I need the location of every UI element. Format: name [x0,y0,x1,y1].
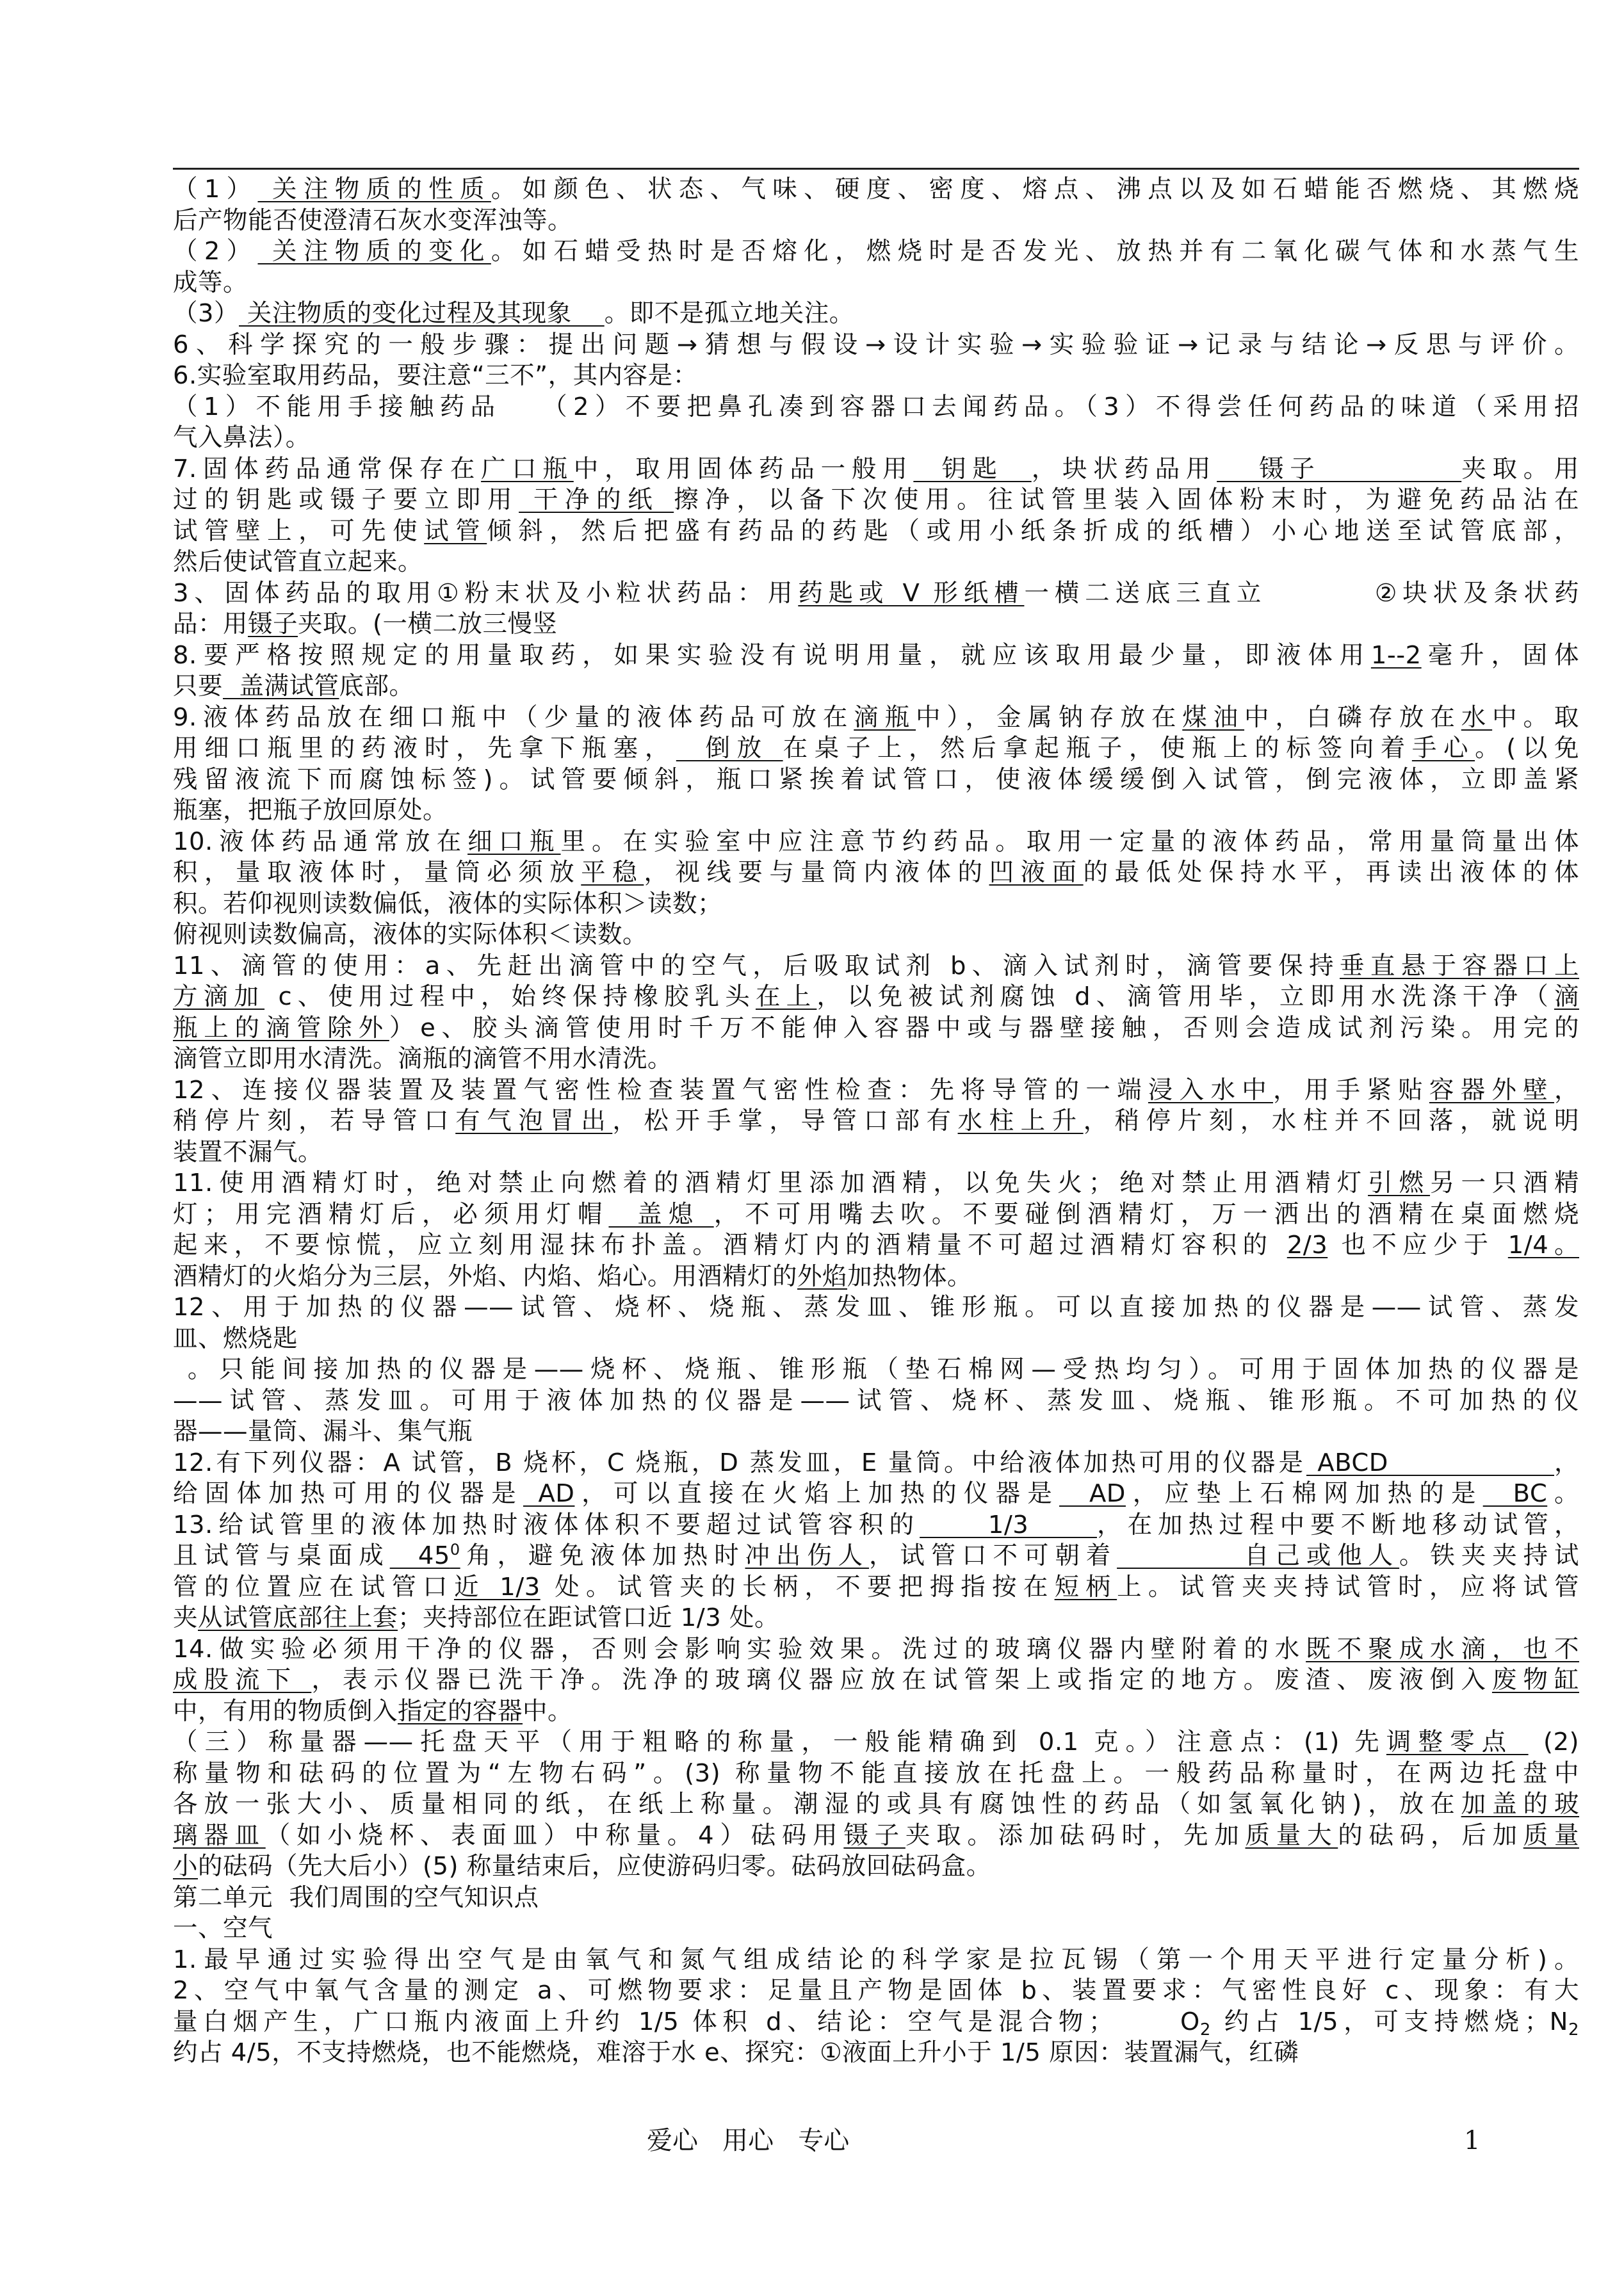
text-line: 灯；用完酒精灯后，必须用灯帽 盖熄 ，不可用嘴去吹。不要碰倒酒精灯，万一洒出的酒精在桌面燃烧 [173,1199,1579,1229]
text-line: 13.给试管里的液体加热时液体体积不要超过试管容积的 1/3 ，在加热过程中要不断地移动试管， [173,1510,1579,1539]
underlined-answer: 干净的纸 [519,485,674,514]
underlined-answer: 关注物质的变化 [257,237,491,266]
underlined-answer: 成股流下 [173,1666,312,1694]
underlined-answer: 滴瓶 [854,702,916,732]
text-line: 品：用镊子夹取。(一横二放三慢竖 [173,610,558,638]
underlined-answer: 药匙或 V 形纸槽 [798,578,1025,608]
header-rule [173,168,1579,170]
underlined-answer: 盖熄 [608,1199,714,1229]
text-line: 8.要严格按照规定的用量取药，如果实验没有说明用量，就应该取用最少量，即液体用1--2毫升，固体 [173,640,1579,670]
underlined-answer: 水柱上升 [957,1107,1084,1135]
underlined-answer: 既不聚成水滴，也不 [1306,1634,1579,1664]
text-line: 酒精灯的火焰分为三层，外焰、内焰、焰心。用酒精灯的外焰加热物体。 [173,1261,973,1291]
underlined-answer: ABCD [1306,1448,1554,1477]
text-line: 各放一张大小、质量相同的纸，在纸上称量。潮湿的或具有腐蚀性的药品（如氢氧化钠)，放在加盖的玻 [173,1790,1579,1819]
underlined-answer: 垂直悬于容器口上 [1340,951,1579,980]
text-line: 皿、燃烧匙 [173,1324,298,1353]
underlined-answer: 滴 [1554,982,1579,1011]
text-line: 1.最早通过实验得出空气是由氧气和氮气组成结论的科学家是拉瓦锡（第一个用天平进行定量分析)。 [173,1945,1579,1974]
text-line: 管的位置应在试管口近 1/3 处。试管夹的长柄，不要把拇指按在短柄上。试管夹夹持试管时，应将试管 [173,1572,1579,1602]
text-line: （1）不能用手接触药品 （2）不要把鼻孔凑到容器口去闻药品。（3）不得尝任何药品的味道（采用招 [173,392,1579,421]
text-line: 第二单元 我们周围的空气知识点 [173,1883,539,1912]
text-line: 试管壁上，可先使试管倾斜，然后把盛有药品的药匙（或用小纸条折成的纸槽）小心地送至试管底部， [173,516,1579,546]
underlined-answer: 瓶上的滴管除外 [173,1013,389,1042]
text-line: 滴管立即用水清洗。滴瓶的滴管不用水清洗。 [173,1044,673,1073]
underlined-answer: 调整零点 [1386,1728,1529,1756]
underlined-answer: $45^0$ [389,1541,460,1570]
underlined-answer: AD [1059,1479,1126,1508]
text-line: 12、用于加热的仪器——试管、烧杯、烧瓶、蒸发皿、锥形瓶。可以直接加热的仪器是——试管、蒸发 [173,1293,1579,1322]
document-body [173,174,1579,2069]
text-line: 14.做实验必须用干净的仪器，否则会影响实验效果。洗过的玻璃仪器内壁附着的水既不聚成水滴，也不 [173,1634,1579,1664]
text-line: 6.实验室取用药品，要注意“三不”，其内容是： [173,361,698,390]
underlined-answer: 小 [173,1852,199,1881]
text-line: 6、科学探究的一般步骤：提出问题→猜想与假设→设计实验→实验验证→记录与结论→反思与评价。 [173,330,1579,359]
underlined-answer: 镊子 [1217,454,1462,483]
text-line: 3、固体药品的取用①粉末状及小粒状药品：用药匙或 V 形纸槽一横二送底三直立 ②块状及条状药 [173,578,1580,608]
text-line: 装置不漏气。 [173,1137,323,1167]
underlined-answer: 2/3 [1287,1231,1328,1260]
page-number: 1 [1464,2126,1481,2155]
underlined-answer: 冲出伤人 [745,1541,870,1570]
text-line: 成等。 [173,268,248,297]
underlined-answer: 质量大 [1245,1821,1338,1850]
text-line: 2、空气中氧气含量的测定 a、可燃物要求：足量且产物是固体 b、装置要求：气密性良好 c、现象：有大 [173,1976,1579,2005]
text-line: 只要 盖满试管底部。 [173,672,414,701]
underlined-answer: 外焰 [797,1261,848,1291]
text-line: 气入鼻法）。 [173,423,311,452]
text-line: 方滴加 c、使用过程中，始终保持橡胶乳头在上，以免被试剂腐蚀 d、滴管用毕，立即用水洗涤干净（滴 [173,982,1579,1011]
text-line: 残留液流下而腐蚀标签)。试管要倾斜，瓶口紧挨着试管口，使液体缓缓倒入试管，倒完液体，立即盖紧 [173,765,1579,794]
text-line: 璃器皿（如小烧杯、表面皿）中称量。4）砝码用镊子夹取。添加砝码时，先加质量大的砝码，后加质量 [173,1821,1579,1850]
text-line: 后产物能否使澄清石灰水变浑浊等。 [173,206,573,235]
underlined-answer: 在上 [755,982,817,1011]
underlined-answer: 镊子 [248,610,298,638]
underlined-answer: 1--2 [1370,640,1422,670]
text-line: 12.有下列仪器：A 试管，B 烧杯，C 烧瓶，D 蒸发皿，E 量筒。中给液体加热可用的仪器是 ABCD ， [173,1448,1579,1477]
underlined-answer: 凹液面 [989,858,1084,887]
underlined-answer: 自己或他人 [1117,1541,1400,1570]
underlined-answer: 废物缸 [1491,1666,1579,1694]
text-line: 起来，不要惊慌，应立刻用湿抹布扑盖。酒精灯内的酒精量不可超过酒精灯容积的 2/3 也不应少于 1/4。 [173,1231,1579,1260]
underlined-answer: AD [523,1479,575,1508]
text-line: 且试管与桌面成 $45^0$角，避免液体加热时冲出伤人，试管口不可朝着 自己或他人。铁夹夹持试 [173,1541,1579,1570]
text-line: 夹从试管底部往上套；夹持部位在距试管口近 1/3 处。 [173,1603,779,1632]
text-line: 量白烟产生，广口瓶内液面上升约 1/5 体积 d、结论：空气是混合物； $O_2$ 约占 1/5，可支持燃烧；$N_2$ [173,2007,1579,2040]
text-line: ——试管、蒸发皿。可用于液体加热的仪器是——试管、烧杯、蒸发皿、烧瓶、锥形瓶。不可加热的仪 [173,1386,1579,1415]
underlined-answer: BC [1482,1479,1548,1508]
underlined-answer: 细口瓶 [467,827,561,856]
text-line: 瓶塞，把瓶子放回原处。 [173,796,448,825]
underlined-answer: 平稳 [581,858,644,887]
underlined-answer: 浸入水中 [1148,1075,1273,1105]
text-line: 小的砝码（先大后小）(5) 称量结束后，应使游码归零。砝码放回砝码盒。 [173,1852,991,1881]
text-line: 给固体加热可用的仪器是 AD，可以直接在火焰上加热的仪器是 AD，应垫上石棉网加热的是 BC。 [173,1479,1579,1508]
underlined-answer: 质量 [1523,1821,1579,1850]
text-line: 12、连接仪器装置及装置气密性检查装置气密性检查：先将导管的一端浸入水中，用手紧贴容器外壁， [173,1075,1579,1105]
underlined-answer: 水 [1461,702,1493,732]
text-line: 用细口瓶里的药液时，先拿下瓶塞， 倒放 在桌子上，然后拿起瓶子，使瓶上的标签向着手心。(以免 [173,734,1579,763]
underlined-answer: 1/4。 [1507,1231,1579,1260]
text-line: 俯视则读数偏高，液体的实际体积＜读数。 [173,920,648,949]
underlined-answer: 1/3 [920,1510,1097,1539]
text-line: 成股流下 ，表示仪器已洗干净。洗净的玻璃仪器应放在试管架上或指定的地方。废渣、废液倒入废物缸 [173,1666,1579,1694]
text-line: 然后使试管直立起来。 [173,547,423,576]
underlined-answer: 有气泡冒出 [455,1107,613,1135]
text-line: 7.固体药品通常保存在广口瓶中，取用固体药品一般用 钥匙 ，块状药品用 镊子 夹取。用 [173,454,1579,483]
text-line: 中，有用的物质倒入指定的容器中。 [173,1696,573,1726]
underlined-answer: 近 1/3 [453,1572,540,1602]
underlined-answer: 璃器皿 [173,1821,266,1850]
text-line: 器——量筒、漏斗、集气瓶 [173,1417,473,1446]
underlined-answer: 关注物质的性质 [257,175,491,204]
text-line: 过的钥匙或镊子要立即用 干净的纸 擦净，以备下次使用。往试管里装入固体粉末时，为避免药品沾在 [173,485,1579,514]
text-line: 稍停片刻，若导管口有气泡冒出，松开手掌，导管口部有水柱上升，稍停片刻，水柱并不回落，就说明 [173,1107,1579,1135]
text-line: （2） 关注物质的变化。如石蜡受热时是否熔化，燃烧时是否发光、放热并有二氧化碳气体和水蒸气生 [173,237,1579,266]
text-line: 。只能间接加热的仪器是——烧杯、烧瓶、锥形瓶（垫石棉网—受热均匀）。可用于固体加热的仪器是 [173,1355,1579,1384]
text-line: 11.使用酒精灯时，绝对禁止向燃着的酒精灯里添加酒精，以免失火；绝对禁止用酒精灯引燃另一只酒精 [173,1169,1579,1197]
underlined-answer: 指定的容器 [398,1696,523,1726]
underlined-answer: 加盖的玻 [1461,1790,1579,1819]
underlined-answer: 容器外壁 [1429,1075,1554,1105]
text-line: （1） 关注物质的性质。如颜色、状态、气味、硬度、密度、熔点、沸点以及如石蜡能否燃烧、其燃烧 [173,175,1579,204]
text-line: 11、滴管的使用：a、先赶出滴管中的空气，后吸取试剂 b、滴入试剂时，滴管要保持垂直悬于容器口上 [173,951,1579,980]
text-line: 一、空气 [173,1914,273,1943]
text-line: （三）称量器——托盘天平（用于粗略的称量，一般能精确到 0.1 克。）注意点：(1) 先调整零点 (2) [173,1728,1579,1756]
text-line: 积。若仰视则读数偏低，液体的实际体积＞读数； [173,889,723,918]
underlined-answer: 煤油 [1182,702,1245,732]
underlined-answer: 镊子 [843,1821,905,1850]
text-line: 约占 4/5，不支持燃烧，也不能燃烧，难溶于水 e、探究：①液面上升小于 1/5 原因：装置漏气，红磷 [173,2038,1299,2067]
underlined-answer: 引燃 [1368,1169,1431,1197]
text-line: 9.液体药品放在细口瓶中（少量的液体药品可放在滴瓶中），金属钠存放在煤油中，白磷存放在水中。取 [173,702,1579,732]
text-line: （3） 关注物质的变化过程及其现象 。即不是孤立地关注。 [173,299,854,328]
underlined-answer: 盖满试管 [223,672,339,701]
underlined-answer: 手心 [1411,734,1475,763]
text-line: 称量物和砝码的位置为“左物右码”。(3) 称量物不能直接放在托盘上。一般药品称量时，在两边托盘中 [173,1758,1579,1788]
underlined-answer: 倒放 [676,734,783,763]
underlined-answer: 短柄 [1054,1572,1117,1602]
underlined-answer: 试管 [424,516,487,546]
text-line: 瓶上的滴管除外）e、胶头滴管使用时千万不能伸入容器中或与器壁接触，否则会造成试剂污染。用完的 [173,1013,1579,1042]
text-line: 积，量取液体时，量筒必须放平稳，视线要与量筒内液体的凹液面的最低处保持水平，再读出液体的体 [173,858,1579,887]
underlined-answer: 从试管底部往上套 [198,1603,398,1632]
underlined-answer: 方滴加 [173,982,265,1011]
underlined-answer: 钥匙 [913,454,1032,483]
text-line: 10.液体药品通常放在细口瓶里。在实验室中应注意节约药品。取用一定量的液体药品，常用量筒量出体 [173,827,1579,856]
underlined-answer: 关注物质的变化过程及其现象 [239,299,605,328]
underlined-answer: 广口瓶 [481,454,574,483]
footer-text: 爱心 用心 专心 [647,2126,850,2155]
